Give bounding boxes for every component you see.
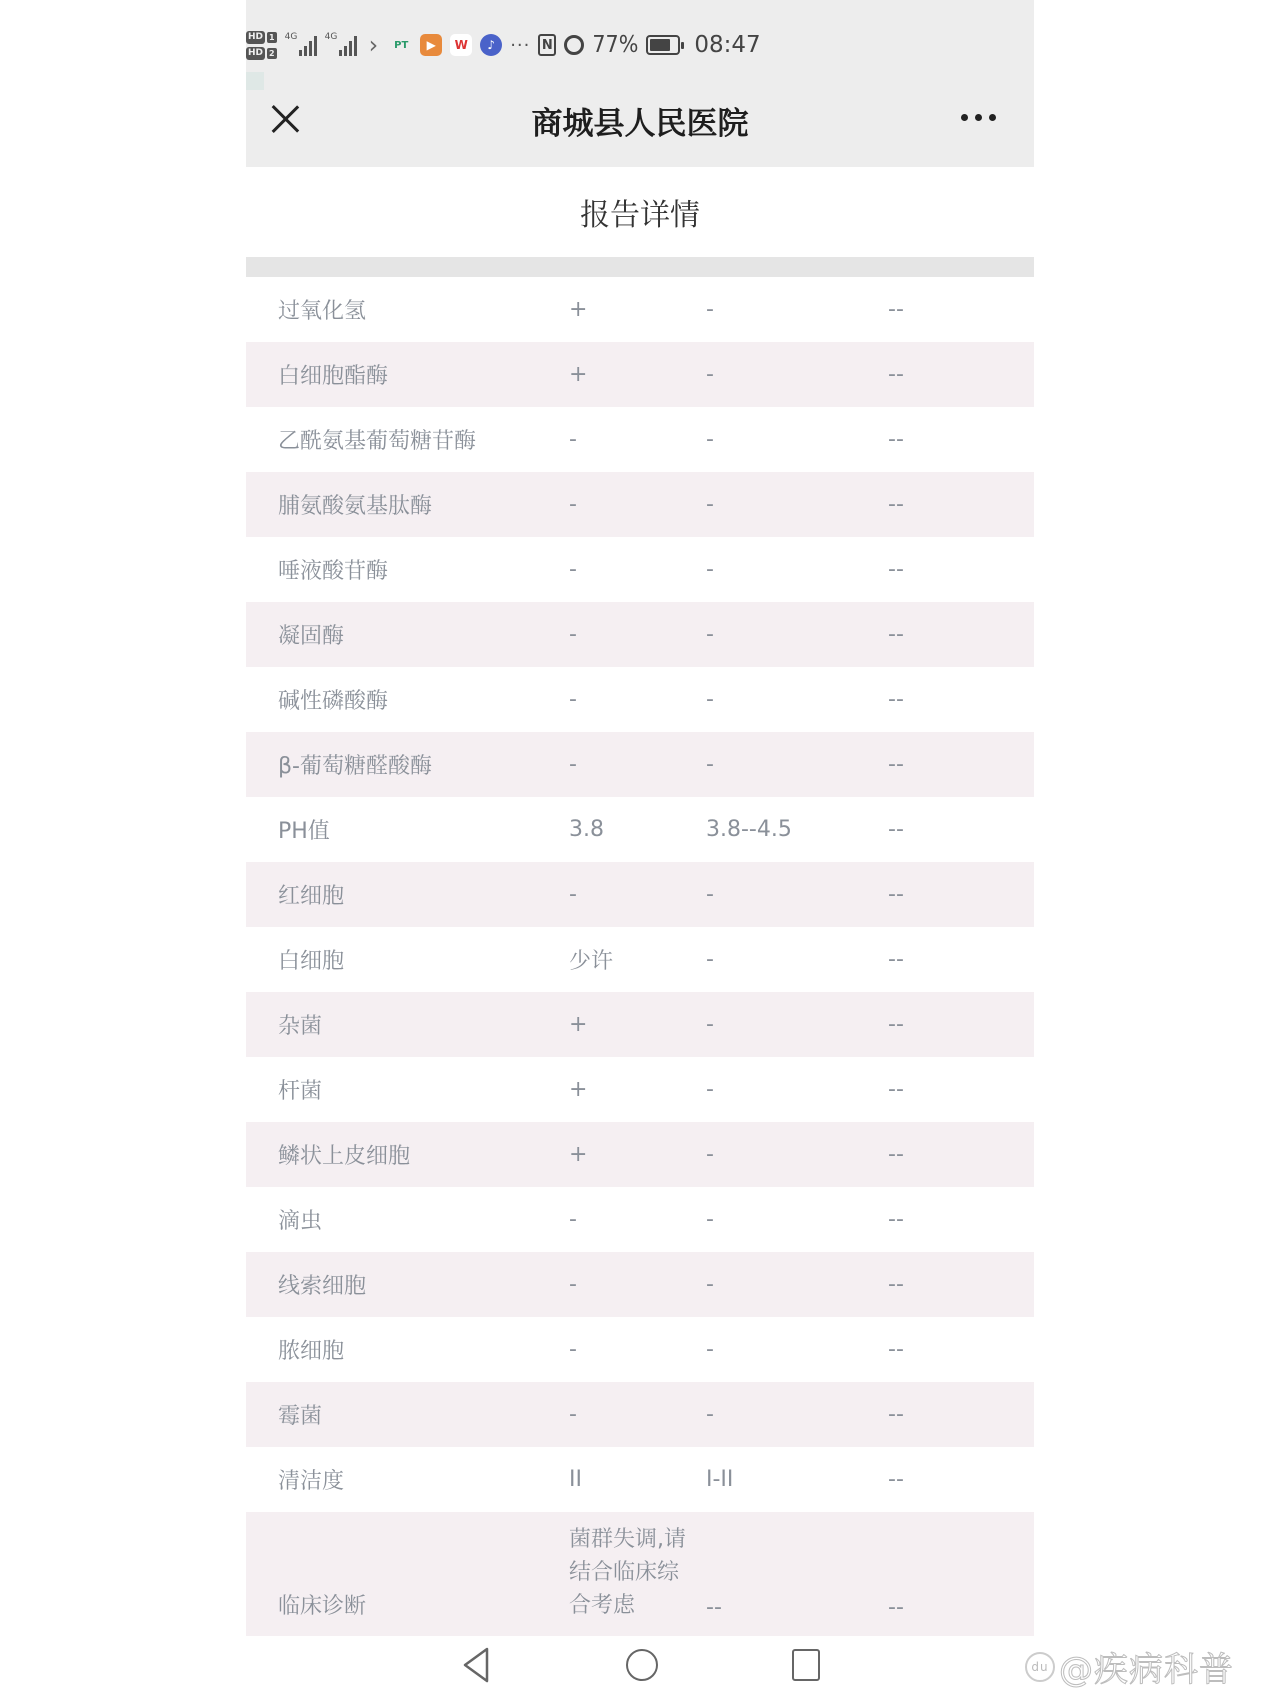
nfc-icon: N	[538, 34, 556, 56]
dot-icon	[975, 114, 982, 121]
item-name: 白细胞酯酶	[278, 364, 389, 389]
result-value: +	[569, 1142, 588, 1167]
flag-value: --	[888, 1595, 904, 1620]
network-type-label: 4G	[284, 32, 298, 42]
result-value: -	[569, 752, 577, 777]
result-value: +	[569, 1012, 588, 1037]
result-value: -	[569, 1272, 577, 1297]
reference-range: -	[706, 492, 714, 517]
status-indicator-block	[246, 72, 264, 90]
baidu-paw-icon: du	[1025, 1652, 1055, 1682]
result-value: -	[569, 557, 577, 582]
table-row	[246, 1187, 1034, 1252]
signal-icon-2	[325, 34, 357, 56]
flag-value: --	[888, 1337, 904, 1362]
reference-range: -	[706, 882, 714, 907]
result-value: +	[569, 297, 588, 322]
flag-value: --	[888, 297, 904, 322]
signal-icon-1	[285, 34, 317, 56]
reference-range: -	[706, 297, 714, 322]
result-value: +	[569, 1077, 588, 1102]
result-value: 少许	[569, 949, 614, 974]
reference-range: -	[706, 1402, 714, 1427]
page-title: 商城县人民医院	[531, 106, 749, 142]
flag-value: --	[888, 1077, 904, 1102]
item-name: 杂菌	[278, 1014, 323, 1039]
watermark-text: @疾病科普	[1059, 1650, 1234, 1690]
table-row	[246, 277, 1034, 342]
reference-range: -	[706, 947, 714, 972]
dot-icon	[989, 114, 996, 121]
table-row	[246, 797, 1034, 862]
table-row	[246, 1317, 1034, 1382]
result-value: -	[569, 622, 577, 647]
clock: 08:47	[694, 32, 761, 58]
section-divider	[246, 257, 1034, 277]
table-row	[246, 537, 1034, 602]
reference-range: I-II	[706, 1467, 734, 1492]
item-name: 唾液酸苷酶	[278, 559, 389, 584]
flag-value: --	[888, 687, 904, 712]
watermark	[1025, 1642, 1234, 1691]
hd-badge-2: HD	[248, 47, 264, 58]
reference-range: 3.8--4.5	[706, 817, 792, 842]
flag-value: --	[888, 492, 904, 517]
reference-range: -	[706, 752, 714, 777]
item-name: 线索细胞	[278, 1274, 367, 1299]
table-row	[246, 472, 1034, 537]
flag-value: --	[888, 622, 904, 647]
item-name: 脓细胞	[278, 1339, 345, 1364]
flag-value: --	[888, 1142, 904, 1167]
item-name: 清洁度	[278, 1469, 345, 1494]
table-row	[246, 1447, 1034, 1512]
table-row	[246, 1122, 1034, 1187]
pt-app-icon: PT	[394, 39, 409, 51]
flag-value: --	[888, 1207, 904, 1232]
flag-value: --	[888, 362, 904, 387]
table-row	[246, 862, 1034, 927]
back-icon[interactable]	[462, 1647, 490, 1683]
recents-icon[interactable]	[792, 1649, 820, 1681]
item-name: 乙酰氨基葡萄糖苷酶	[278, 429, 477, 454]
table-row	[246, 732, 1034, 797]
reference-range: -	[706, 1337, 714, 1362]
result-value: -	[569, 492, 577, 517]
reference-range: -	[706, 362, 714, 387]
reference-range: -	[706, 1272, 714, 1297]
home-icon[interactable]	[626, 1649, 658, 1681]
flag-value: --	[888, 947, 904, 972]
item-name: 红细胞	[278, 884, 345, 909]
item-name: 凝固酶	[278, 624, 345, 649]
item-name: 鳞状上皮细胞	[278, 1144, 411, 1169]
hd-badge-1: HD	[248, 31, 264, 42]
item-name: 脯氨酸氨基肽酶	[278, 494, 433, 519]
table-row	[246, 407, 1034, 472]
more-options-button[interactable]	[961, 114, 996, 121]
result-value: +	[569, 362, 588, 387]
reference-range: --	[706, 1595, 722, 1620]
flag-value: --	[888, 1272, 904, 1297]
chevron-right-icon: ›	[368, 31, 379, 59]
result-value: II	[569, 1467, 582, 1492]
table-row	[246, 927, 1034, 992]
result-value: -	[569, 427, 577, 452]
flag-value: --	[888, 557, 904, 582]
table-row	[246, 992, 1034, 1057]
flag-value: --	[888, 1402, 904, 1427]
flag-value: --	[888, 817, 904, 842]
item-name: 霉菌	[278, 1404, 323, 1429]
wps-icon: W	[450, 34, 472, 56]
item-name: PH值	[278, 819, 330, 844]
table-row	[246, 667, 1034, 732]
item-name: 临床诊断	[278, 1594, 367, 1619]
music-icon: ♪	[480, 34, 502, 56]
result-value: -	[569, 1402, 577, 1427]
battery-percent: 77%	[592, 32, 639, 58]
item-name: 过氧化氢	[278, 299, 367, 324]
report-table	[246, 277, 1034, 1636]
flag-value: --	[888, 427, 904, 452]
alarm-icon	[564, 35, 584, 55]
result-value: -	[569, 1207, 577, 1232]
video-play-icon: ▶	[420, 34, 442, 56]
sim-indicators	[246, 31, 277, 60]
reference-range: -	[706, 687, 714, 712]
sim-slot-1: 1	[269, 32, 275, 42]
result-value: -	[569, 1337, 577, 1362]
item-name: 杆菌	[278, 1079, 323, 1104]
status-bar	[246, 24, 1250, 66]
overflow-icon: ···	[510, 34, 531, 56]
flag-value: --	[888, 1012, 904, 1037]
item-name: 白细胞	[278, 949, 345, 974]
reference-range: -	[706, 1142, 714, 1167]
table-row	[246, 342, 1034, 407]
table-row	[246, 1057, 1034, 1122]
result-value: 3.8	[569, 817, 604, 842]
reference-range: -	[706, 1012, 714, 1037]
table-row	[246, 1252, 1034, 1317]
result-value: 菌群失调,请结合临床综合考虑	[569, 1527, 686, 1618]
result-value: -	[569, 882, 577, 907]
reference-range: -	[706, 622, 714, 647]
item-name: 滴虫	[278, 1209, 323, 1234]
reference-range: -	[706, 557, 714, 582]
dot-icon	[961, 114, 968, 121]
sim-slot-2: 2	[269, 48, 275, 58]
table-row	[246, 602, 1034, 667]
flag-value: --	[888, 882, 904, 907]
table-row	[246, 1512, 1034, 1636]
result-value: -	[569, 687, 577, 712]
item-name: 碱性磷酸酶	[278, 689, 389, 714]
phone-screen	[246, 0, 1034, 1706]
battery-icon	[646, 35, 680, 55]
reference-range: -	[706, 1207, 714, 1232]
report-subtitle: 报告详情	[580, 198, 700, 233]
flag-value: --	[888, 752, 904, 777]
network-type-label: 4G	[324, 32, 338, 42]
reference-range: -	[706, 1077, 714, 1102]
item-name: β-葡萄糖醛酸酶	[278, 754, 432, 779]
table-row	[246, 1382, 1034, 1447]
flag-value: --	[888, 1467, 904, 1492]
reference-range: -	[706, 427, 714, 452]
